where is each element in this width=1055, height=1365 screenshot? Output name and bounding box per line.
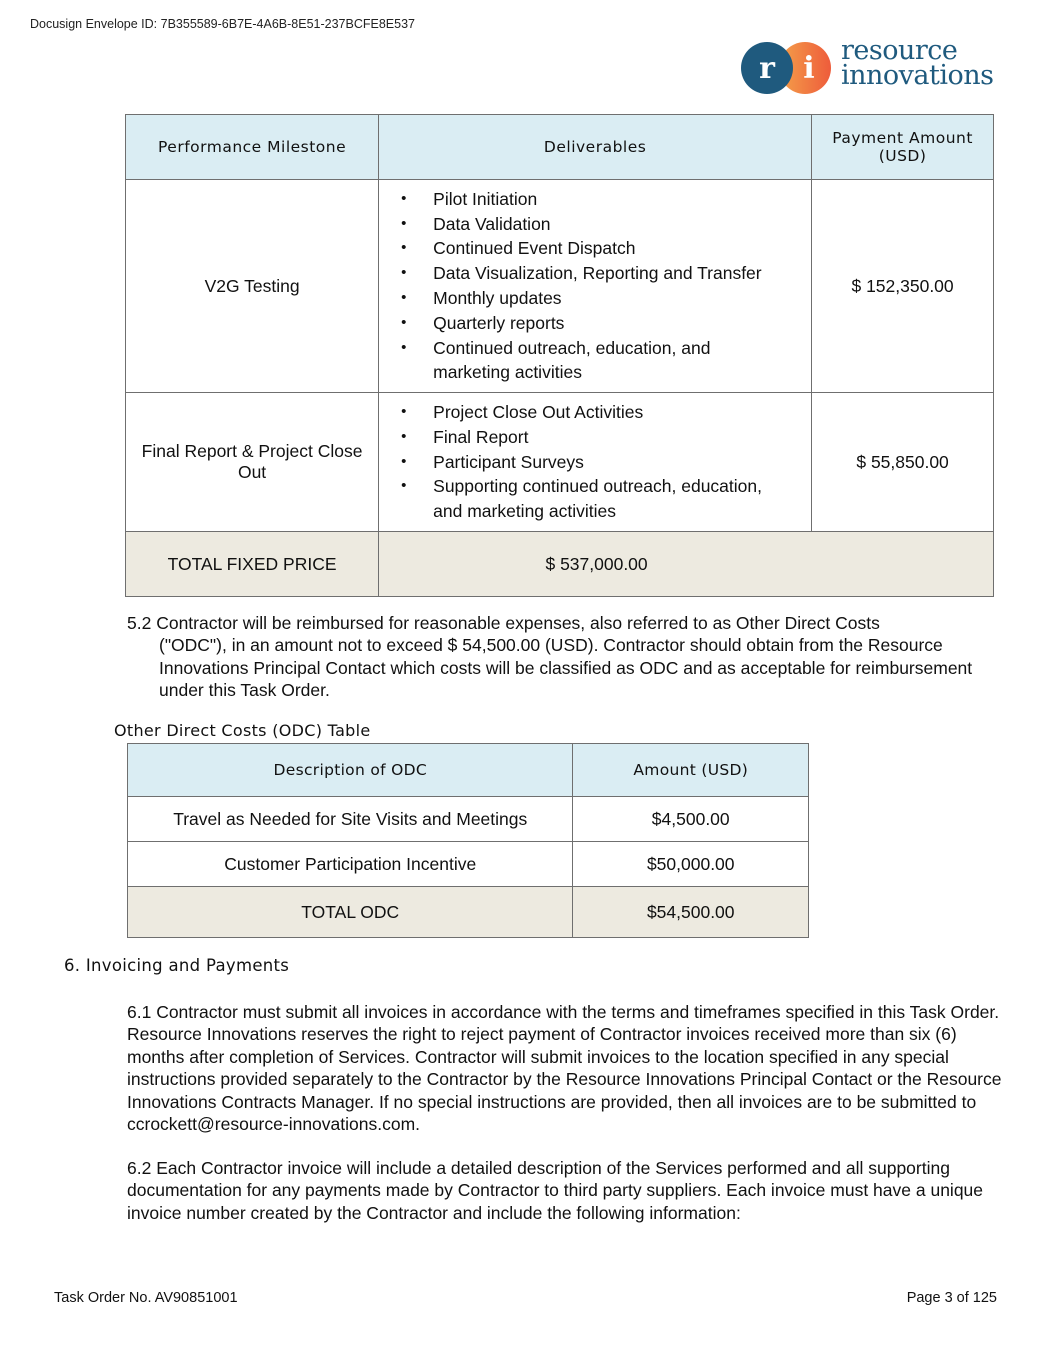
odc-total-label: TOTAL ODC xyxy=(128,887,573,938)
odc-description-cell: Travel as Needed for Site Visits and Meetings xyxy=(128,797,573,842)
milestones-header-row xyxy=(126,115,994,180)
docusign-envelope-id: Docusign Envelope ID: 7B355589-6B7E-4A6B-8E51-237BCFE8E537 xyxy=(30,17,415,31)
list-item: • Data Visualization, Reporting and Transfer xyxy=(433,261,810,286)
odc-amount-cell: $50,000.00 xyxy=(573,842,809,887)
col-header-deliverables: Deliverables xyxy=(379,115,812,180)
section-6-1: 6.1 Contractor must submit all invoices in accordance with the terms and timeframes specified in this Task Order. Resource Innovations reserves the right to reject payment of Contractor invoices received more than six (6) months after completion of Services. Contractor will submit invoices to the location specified in any special instructions provided separately to the Contractor by the Resource Innovations Principal Contact or the Resource Innovations Contracts Manager. If no special instructions are provided, then all invoices are to be submitted to ccrockett@resource-innovations.com. xyxy=(127,1002,1002,1135)
total-row xyxy=(126,532,994,597)
list-item: • Supporting continued outreach, education, and marketing activities xyxy=(433,474,810,524)
footer-page-number: Page 3 of 125 xyxy=(906,1290,997,1306)
section-5-2 xyxy=(127,612,1007,702)
deliverables-cell xyxy=(379,180,812,393)
logo-mark-r: r xyxy=(741,42,793,94)
section-5-2-first-line: 5.2 Contractor will be reimbursed for reasonable expenses, also referred to as Other Direct Costs xyxy=(127,613,880,633)
list-item: • Monthly updates xyxy=(433,286,810,311)
section-5-2-body: ("ODC"), in an amount not to exceed $ 54,500.00 (USD). Contractor should obtain from the Resource Innovations Principal Contact which costs will be classified as ODC and as acceptable for reimbursement under this Task Order. xyxy=(159,635,973,701)
list-item: • Continued Event Dispatch xyxy=(433,236,810,261)
table-row xyxy=(128,797,809,842)
list-item: • Continued outreach, education, and marketing activities xyxy=(433,336,810,386)
col-header-description: Description of ODC xyxy=(128,744,573,797)
payment-amount-cell: $ 55,850.00 xyxy=(812,393,994,532)
section-6-heading: 6. Invoicing and Payments xyxy=(64,956,290,975)
logo-wordmark xyxy=(841,35,994,91)
odc-header-row xyxy=(128,744,809,797)
deliverables-list xyxy=(380,187,810,385)
total-amount: $ 537,000.00 xyxy=(379,532,994,597)
odc-amount-cell: $4,500.00 xyxy=(573,797,809,842)
odc-description-cell: Customer Participation Incentive xyxy=(128,842,573,887)
resource-innovations-logo xyxy=(741,35,1011,97)
col-header-milestone: Performance Milestone xyxy=(126,115,379,180)
logo-mark-i: i xyxy=(779,42,831,94)
list-item: • Data Validation xyxy=(433,212,810,237)
list-item: • Pilot Initiation xyxy=(433,187,810,212)
deliverables-cell xyxy=(379,393,812,532)
table-row xyxy=(126,393,994,532)
milestones-table xyxy=(125,114,994,597)
payment-amount-cell: $ 152,350.00 xyxy=(812,180,994,393)
list-item: • Project Close Out Activities xyxy=(433,400,810,425)
list-item: • Final Report xyxy=(433,425,810,450)
odc-table xyxy=(127,743,809,938)
col-header-payment: Payment Amount (USD) xyxy=(812,115,994,180)
total-label: TOTAL FIXED PRICE xyxy=(126,532,379,597)
milestone-cell: Final Report & Project Close Out xyxy=(126,393,379,532)
deliverables-list xyxy=(380,400,810,524)
list-item: • Quarterly reports xyxy=(433,311,810,336)
odc-total-amount: $54,500.00 xyxy=(573,887,809,938)
odc-total-row xyxy=(128,887,809,938)
table-row xyxy=(128,842,809,887)
footer-task-order: Task Order No. AV90851001 xyxy=(54,1290,238,1306)
milestone-cell: V2G Testing xyxy=(126,180,379,393)
logo-word-innovations: innovations xyxy=(841,60,994,91)
table-row xyxy=(126,180,994,393)
section-6-2: 6.2 Each Contractor invoice will include a detailed description of the Services performed and all supporting documentation for any payments made by Contractor to third party suppliers. Each invoice must have a unique invoice number created by the Contractor and include the following information: xyxy=(127,1158,984,1223)
list-item: • Participant Surveys xyxy=(433,450,810,475)
odc-table-title: Other Direct Costs (ODC) Table xyxy=(114,721,371,740)
col-header-amount: Amount (USD) xyxy=(573,744,809,797)
logo-word-resource: resource xyxy=(841,35,958,66)
